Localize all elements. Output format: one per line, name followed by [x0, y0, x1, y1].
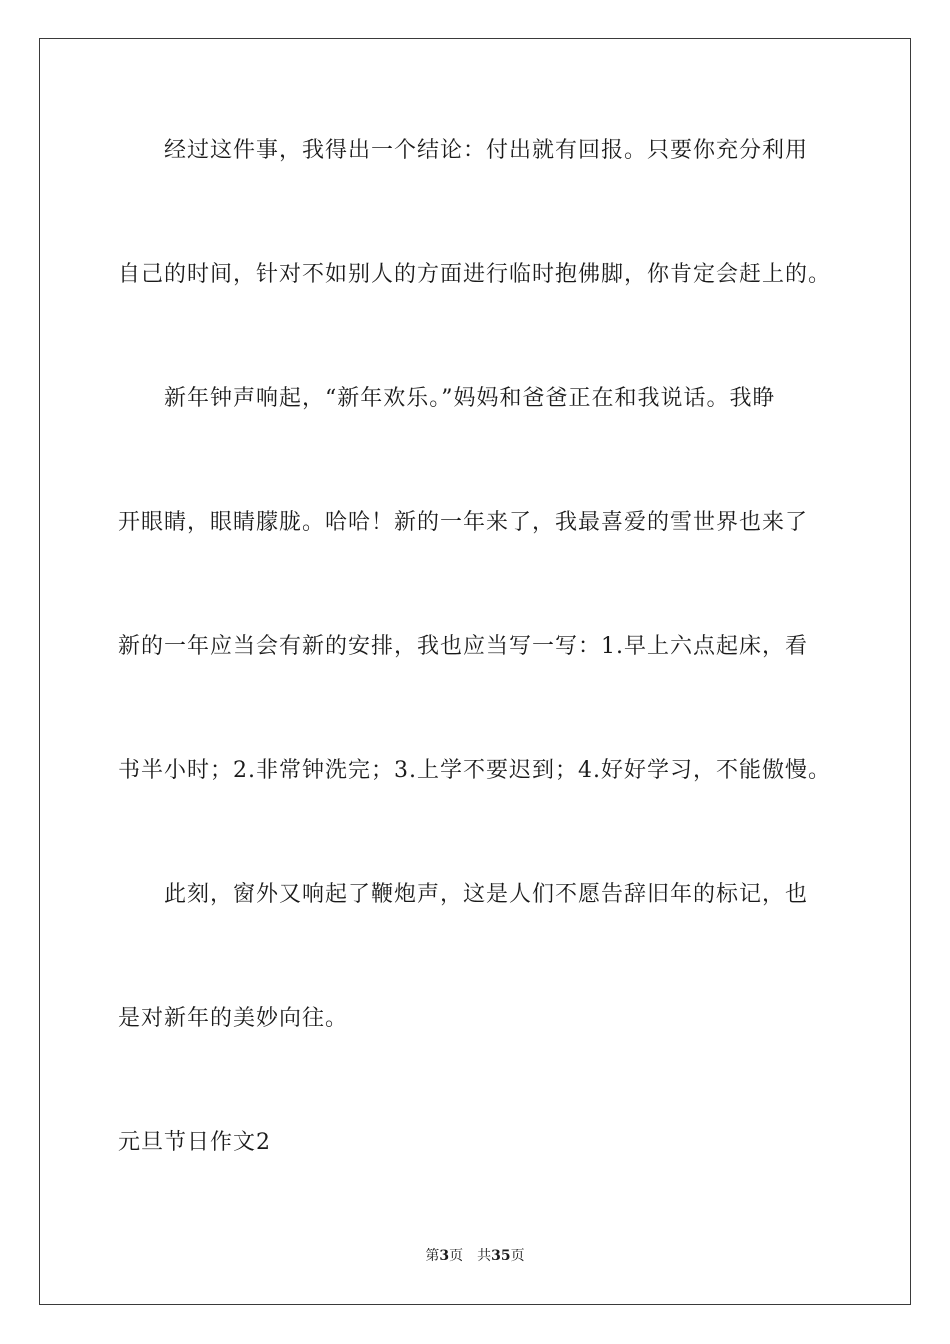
paragraph-line: 是对新年的美妙向往。 — [118, 1006, 349, 1031]
paragraph-line: 此刻，窗外又响起了鞭炮声，这是人们不愿告辞旧年的标记，也 — [164, 882, 809, 907]
total-page-count: 35 — [491, 1248, 511, 1264]
paragraph-line: 书半小时；2.非常钟洗完；3.上学不要迟到；4.好好学习，不能傲慢。 — [118, 758, 831, 783]
page-border — [39, 38, 911, 1305]
footer-middle: 页 共 — [449, 1248, 492, 1264]
paragraph-line: 新年钟声响起，“新年欢乐。”妈妈和爸爸正在和我说话。我睁 — [164, 386, 776, 411]
current-page-number: 3 — [439, 1248, 450, 1264]
section-heading: 元旦节日作文2 — [118, 1130, 271, 1155]
paragraph-line: 开眼睛，眼睛朦胧。哈哈！新的一年来了，我最喜爱的雪世界也来了 — [118, 510, 809, 535]
paragraph-line: 经过这件事，我得出一个结论：付出就有回报。只要你充分利用 — [164, 138, 809, 163]
paragraph-line: 新的一年应当会有新的安排，我也应当写一写：1.早上六点起床，看 — [118, 634, 808, 659]
page-footer — [0, 1246, 950, 1266]
footer-suffix: 页 — [510, 1248, 525, 1264]
footer-prefix: 第 — [425, 1248, 440, 1264]
paragraph-line: 自己的时间，针对不如别人的方面进行临时抱佛脚，你肯定会赶上的。 — [118, 262, 832, 287]
